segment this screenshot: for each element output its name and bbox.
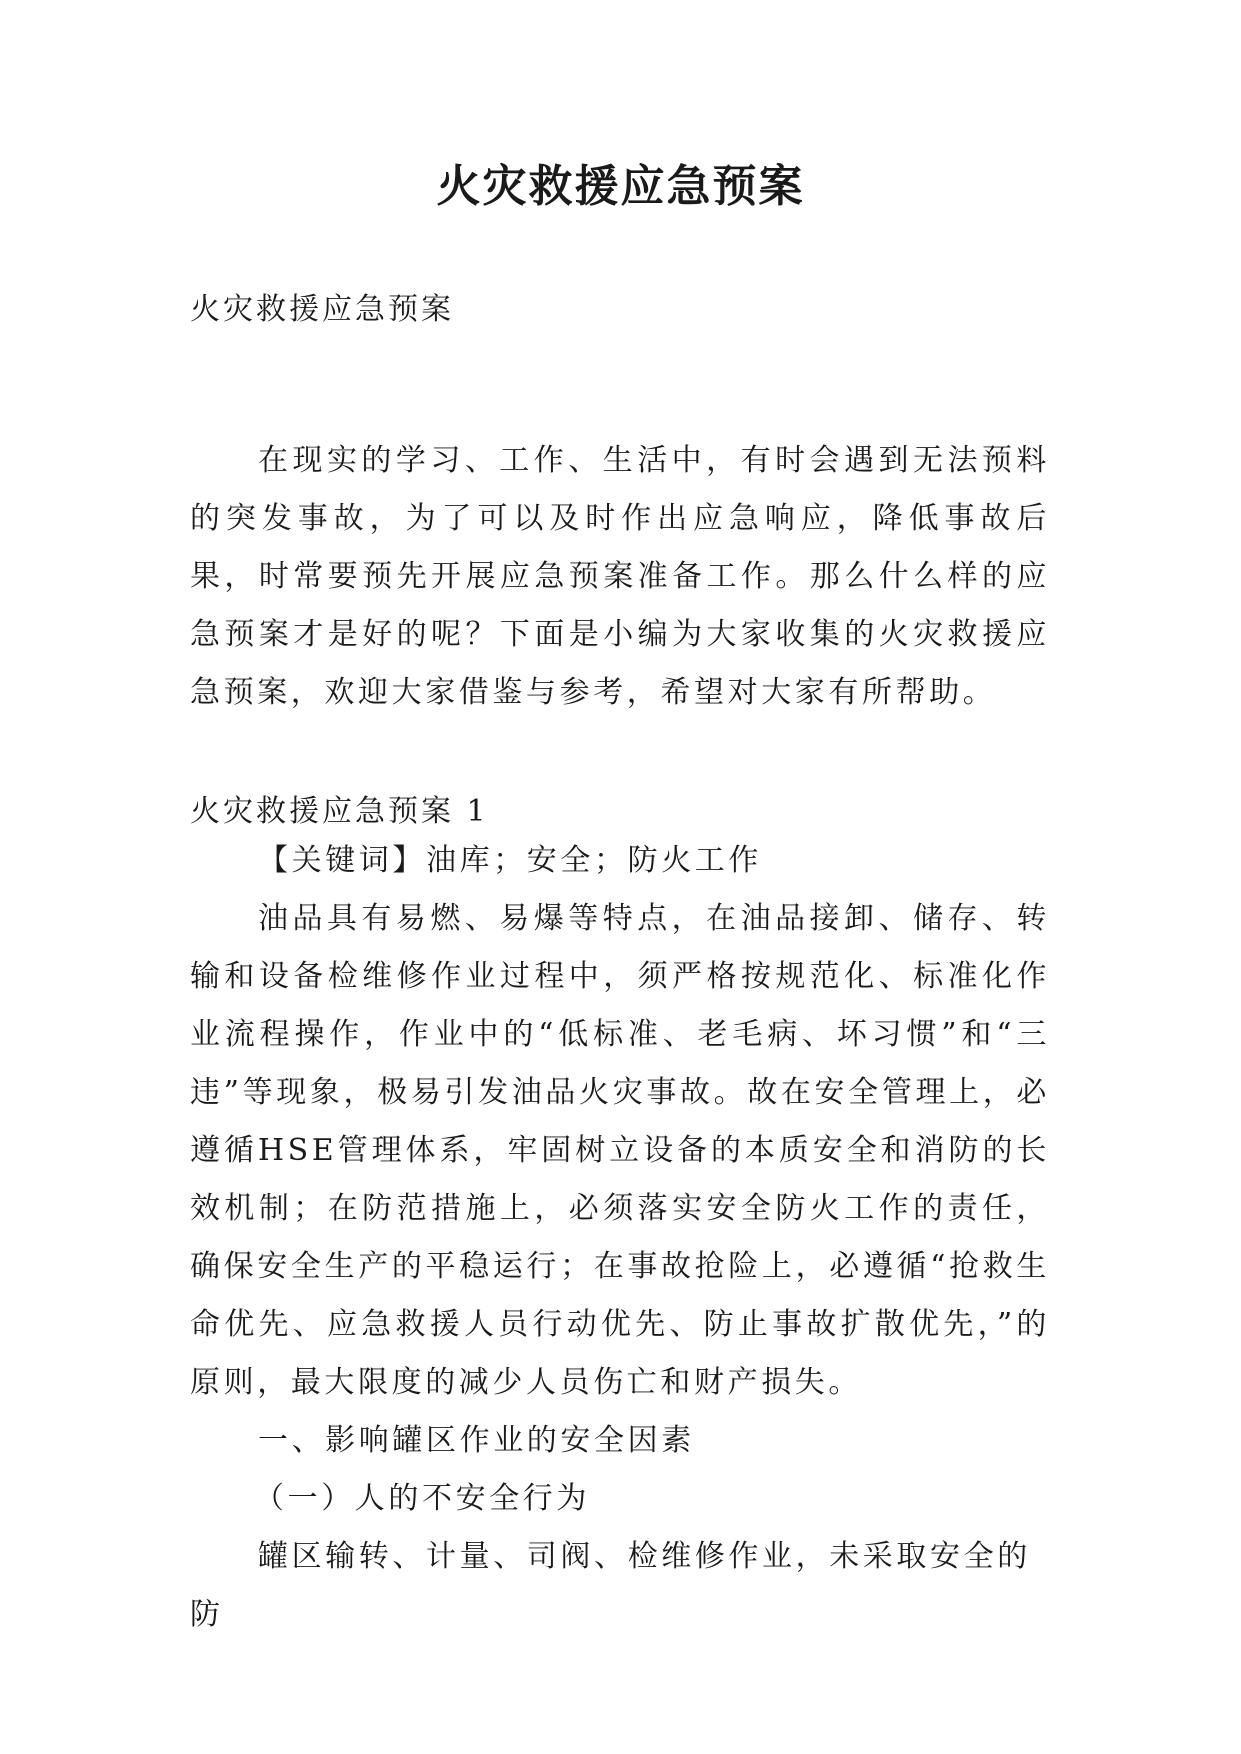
document-body	[190, 290, 1050, 1644]
keywords-line: 【关键词】油库；安全；防火工作	[258, 843, 762, 878]
section-title: 火灾救援应急预案 1	[190, 794, 489, 829]
heading-level-1: 一、影响罐区作业的安全因素	[258, 1423, 695, 1458]
body-paragraph: 油品具有易燃、易爆等特点，在油品接卸、储存、转输和设备检维修作业过程中，须严格按规范化、标准化作业流程操作，作业中的“低标准、老毛病、坏习惯”和“三违”等现象，极易引发油品火灾事故。故在安全管理上，必遵循HSE管理体系，牢固树立设备的本质安全和消防的长效机制；在防范措施上，必须落实安全防火工作的责任，确保安全生产的平稳运行；在事故抢险上，必遵循“抢救生命优先、应急救援人员行动优先、防止事故扩散优先，”的原则，最大限度的减少人员伤亡和财产损失。	[190, 901, 1050, 1400]
document-subtitle: 火灾救援应急预案	[190, 292, 454, 327]
intro-paragraph: 在现实的学习、工作、生活中，有时会遇到无法预料的突发事故，为了可以及时作出应急响应，降低事故后果，时常要预先开展应急预案准备工作。那么什么样的应急预案才是好的呢？下面是小编为大家收集的火灾救援应急预案，欢迎大家借鉴与参考，希望对大家有所帮助。	[190, 443, 1050, 710]
body-paragraph-continued: 罐区输转、计量、司阀、检维修作业，未采取安全的防	[190, 1539, 1031, 1632]
heading-level-2: （一）人的不安全行为	[254, 1481, 590, 1516]
document-title: 火灾救援应急预案	[436, 161, 805, 212]
